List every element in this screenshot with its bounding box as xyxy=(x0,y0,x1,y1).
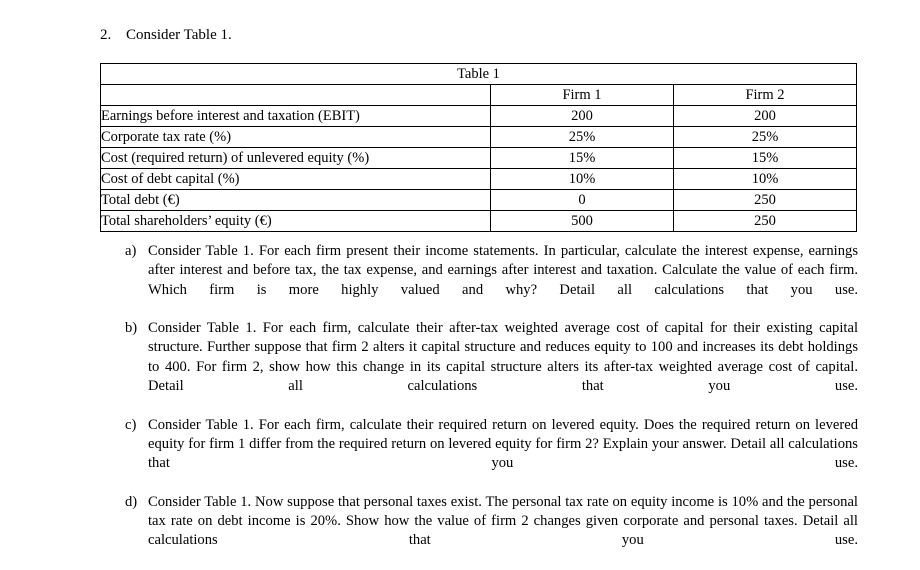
sub-question-text: Consider Table 1. For each firm, calculate their after-tax weighted average cost of capital for their existing capital structure. Further suppose that firm 2 alters it capital structure and reduces equity to 100 and increases its debt holdings to 400. For firm 2, show how this change in its capital structure alters its after-tax weighted average cost of capital. Detail all calculations that you use. xyxy=(148,320,858,395)
row-label: Earnings before interest and taxation (EBIT) xyxy=(101,106,491,127)
row-value-firm-1: 10% xyxy=(491,169,674,190)
column-header-firm-1: Firm 1 xyxy=(491,85,674,106)
row-label: Total debt (€) xyxy=(101,190,491,211)
table-row xyxy=(101,169,857,190)
sub-question-c xyxy=(125,416,858,493)
table-row xyxy=(101,190,857,211)
table-row xyxy=(101,106,857,127)
question-number: 2. xyxy=(100,27,112,43)
row-label: Total shareholders’ equity (€) xyxy=(101,211,491,232)
row-value-firm-1: 500 xyxy=(491,211,674,232)
sub-question-list xyxy=(125,242,858,570)
row-label: Corporate tax rate (%) xyxy=(101,127,491,148)
row-value-firm-2: 15% xyxy=(674,148,857,169)
row-value-firm-1: 25% xyxy=(491,127,674,148)
table-header-row xyxy=(101,85,857,106)
sub-question-marker: c) xyxy=(125,416,137,433)
firm-comparison-table xyxy=(100,63,857,232)
table-row xyxy=(101,148,857,169)
question-prompt: Consider Table 1. xyxy=(126,27,232,43)
column-header-firm-2: Firm 2 xyxy=(674,85,857,106)
sub-question-b xyxy=(125,319,858,415)
table-row xyxy=(101,127,857,148)
sub-question-marker: d) xyxy=(125,493,138,510)
row-value-firm-1: 0 xyxy=(491,190,674,211)
table-body xyxy=(101,64,857,232)
row-value-firm-2: 10% xyxy=(674,169,857,190)
row-value-firm-1: 200 xyxy=(491,106,674,127)
table-row xyxy=(101,211,857,232)
sub-question-text: Consider Table 1. Now suppose that personal taxes exist. The personal tax rate on equity income is 10% and the personal tax rate on debt income is 20%. Show how the value of firm 2 changes given corporate and personal taxes. Detail all calculations that you use. xyxy=(148,493,858,549)
row-label: Cost of debt capital (%) xyxy=(101,169,491,190)
table-caption-row xyxy=(101,64,857,85)
sub-question-d xyxy=(125,493,858,570)
row-value-firm-2: 200 xyxy=(674,106,857,127)
table-caption: Table 1 xyxy=(101,64,857,85)
column-header-blank xyxy=(101,85,491,106)
sub-question-text: Consider Table 1. For each firm present their income statements. In particular, calculate the interest expense, earnings after interest and before tax, the tax expense, and earnings after interest and taxation. Calculate the value of each firm. Which firm is more highly valued and why? Detail all calculations that you use. xyxy=(148,243,858,298)
table-container xyxy=(100,63,856,232)
sub-question-marker: a) xyxy=(125,243,137,259)
sub-question-a xyxy=(125,242,858,319)
row-label: Cost (required return) of unlevered equity (%) xyxy=(101,148,491,169)
row-value-firm-2: 250 xyxy=(674,190,857,211)
row-value-firm-1: 15% xyxy=(491,148,674,169)
question-heading xyxy=(100,26,232,44)
sub-question-text: Consider Table 1. For each firm, calculate their required return on levered equity. Does the required return on levered equity for firm 1 differ from the required return on levered equity for firm 2? Explain your answer. Detail all calculations that you use. xyxy=(148,416,858,472)
sub-question-marker: b) xyxy=(125,320,138,337)
row-value-firm-2: 25% xyxy=(674,127,857,148)
row-value-firm-2: 250 xyxy=(674,211,857,232)
